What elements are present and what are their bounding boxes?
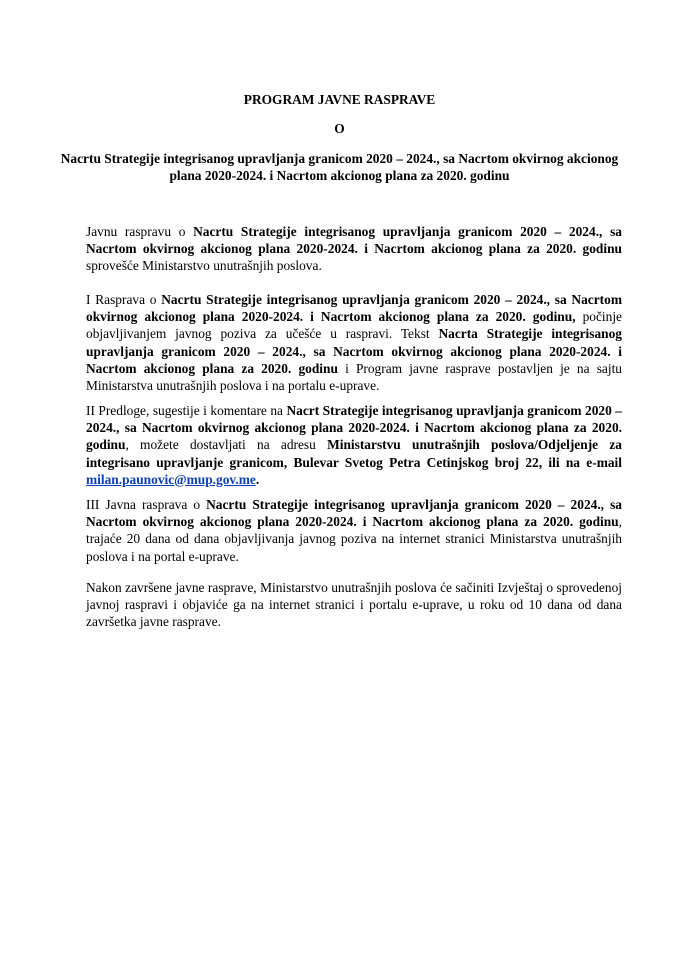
p3-text: II Predloge, sugestije i komentare na (86, 403, 287, 418)
document-title-o: O (334, 121, 345, 136)
document-subtitle: Nacrtu Strategije integrisanog upravljanja granicom 2020 – 2024., sa Nacrtom okvirnog akcionog plana 2020-2024. i Nacrtom akcionog plana za 2020. godinu (60, 151, 619, 183)
paragraph-section-2 (86, 402, 622, 488)
paragraph-section-1 (86, 291, 622, 394)
p3-text-mid: , možete dostavljati na adresu (125, 437, 328, 453)
p4-text: III Javna rasprava o (86, 497, 207, 512)
p2-text: I Rasprava o (86, 292, 162, 307)
p2-bold: Nacrtu Strategije integrisanog upravljanja granicom 2020 – 2024., sa Nacrtom okvirnog akcionog plana 2020-2024. i Nacrtom akcionog plana za 2020. godinu, (86, 292, 622, 325)
p4-bold: Nacrtu Strategije integrisanog upravljanja granicom 2020 – 2024., sa Nacrtom okvirnog akcionog plana 2020-2024. i Nacrtom akcionog plana za 2020. godinu (86, 497, 622, 530)
p3-bold-address: Ministarstvu unutrašnjih poslova/Odjeljenje za integrisano upravljanje granicom, Bulevar Svetog Petra Cetinjskog broj 22, ili na e-mail (86, 437, 622, 470)
p2-bold-2: Nacrta Strategije integrisanog upravljanja granicom 2020 – 2024., sa Nacrtom okvirnog akcionog plana 2020-2024. i Nacrtom akcionog plana za 2020. godinu (86, 326, 622, 376)
p1-text-end: sprovešće Ministarstvo unutrašnjih poslova. (86, 258, 322, 274)
p3-bold: Nacrt Strategije integrisanog upravljanja granicom 2020 – 2024., sa Nacrtom okvirnog akcionog plana 2020-2024. i Nacrtom akcionog plana za 2020. godinu (86, 403, 622, 453)
p1-bold: Nacrtu Strategije integrisanog upravljanja granicom 2020 – 2024., sa Nacrtom okvirnog akcionog plana 2020-2024. i Nacrtom akcionog plana za 2020. godinu (86, 224, 622, 257)
p1-text: Javnu raspravu o (86, 224, 194, 239)
paragraph-section-3 (86, 496, 622, 565)
p3-end: . (255, 471, 260, 487)
document-title: PROGRAM JAVNE RASPRAVE (243, 92, 436, 107)
p2-text-mid: počinje objavljivanjem javnog poziva za učešće u raspravi. Tekst (86, 309, 622, 342)
p4-text-end: , trajaće 20 dana od dana objavljivanja javnog poziva na internet stranici Ministarstva unutrašnjih poslova i na portal e-uprave. (86, 514, 622, 564)
paragraph-intro (86, 223, 622, 275)
p2-text-end: i Program javne rasprave postavljen je na sajtu Ministarstva unutrašnjih poslova i na portalu e-uprave. (86, 360, 622, 394)
paragraph-closing: Nakon završene javne rasprave, Ministarstvo unutrašnjih poslova će sačiniti Izvještaj o sprovedenoj javnoj raspravi i objaviće ga na internet stranici i portalu e-uprave, u roku od 10 dana od dana završetka javne rasprave. (86, 580, 622, 630)
email-link[interactable]: milan.paunovic@mup.gov.me (86, 471, 256, 487)
